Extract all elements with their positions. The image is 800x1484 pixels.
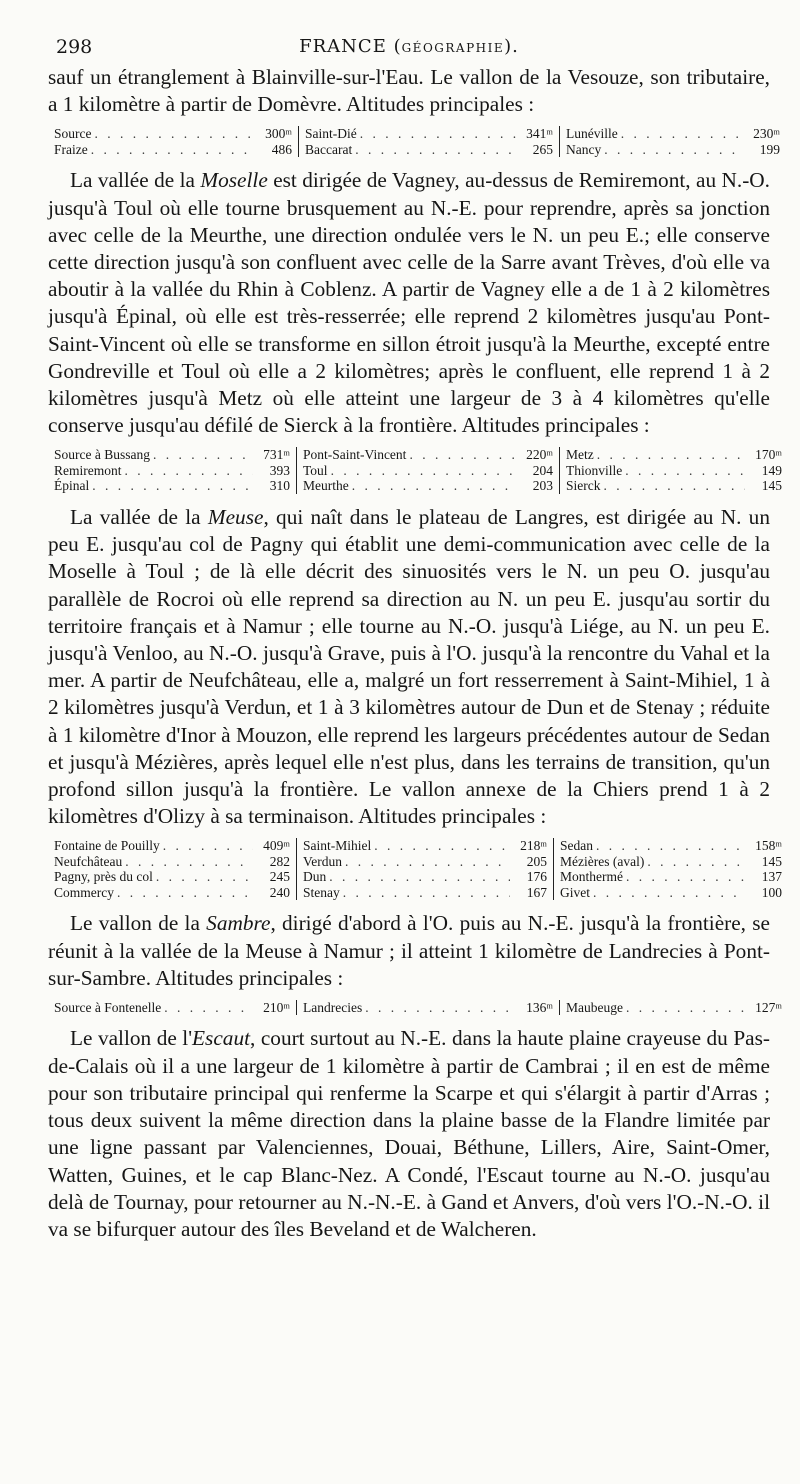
leader-dots [345,854,510,870]
altitude-value: 145 [761,478,782,494]
altitude-row [54,838,290,854]
altitude-row [54,1000,290,1016]
altitude-row [54,885,290,901]
place-name: Fontaine de Pouilly [54,838,160,854]
altitude-row [560,885,782,901]
leader-dots [604,142,743,158]
leader-dots [593,885,745,901]
altitude-value: 199 [759,141,780,157]
altitude-column [48,447,296,494]
altitude-column [296,838,553,900]
escaut-paragraph: Le vallon de l'Escaut, court surtout au N.-E. dans la haute plaine crayeuse du Pas-de-Calais où il a une largeur de 1 kilomètre à partir de Cambrai ; il en est de même pour son tributaire principal qui renferme la Scarpe et qui s'élargit à partir d'Arras ; tous deux suivent la même direction dans la plaine basse de la Flandre limitée par une ligne passant par Valenciennes, Douai, Béthune, Lillers, Aire, Saint-Omer, Watten, Guines, et le cap Blanc-Nez. A Condé, l'Escaut tourne au N.-O. jusqu'au delà de Tournay, pour retourner au N.-N.-E. à Gand et Anvers, d'où vers l'O.-N.-O. il va se bifurquer autour des îles Beveland et de Walcheren. [48,1026,770,1241]
altitude-column [48,1000,296,1016]
leader-dots [91,142,255,158]
place-name: Thionville [566,462,623,478]
altitude-row [303,885,547,901]
place-name: Metz [566,447,594,463]
place-name: Pagny, près du col [54,869,153,885]
leader-dots [163,838,253,854]
altitude-value: 127ᵐ [755,999,782,1015]
place-name: Sedan [560,838,593,854]
altitude-value: 158ᵐ [755,838,782,854]
leader-dots [153,447,253,463]
place-name: Monthermé [560,869,623,885]
place-name: Landrecies [303,999,363,1015]
place-name: Source à Bussang [54,447,150,463]
altitude-value: 731ᵐ [263,447,290,463]
place-name: Stenay [303,884,340,900]
leader-dots [626,869,745,885]
leader-dots [596,838,745,854]
river-name: Sambre [206,911,271,936]
altitude-value: 341ᵐ [526,126,553,142]
place-name: Saint-Mihiel [303,838,372,854]
altitude-row [54,854,290,870]
altitude-row [303,869,547,885]
altitude-row [566,142,780,158]
place-name: Baccarat [305,141,353,157]
altitude-row [303,463,553,479]
place-name: Dun [303,869,327,885]
place-name: Meurthe [303,478,349,494]
altitude-value: 393 [269,462,290,478]
running-title: FRANCE (GÉOGRAPHIE). [299,36,519,57]
altitude-row [54,463,290,479]
altitude-column [553,838,788,900]
altitude-value: 203 [532,478,553,494]
sambre-paragraph: Le vallon de la Sambre, dirigé d'abord à l'O. puis au N.-E. jusqu'à la frontière, se réunit à la vallée de la Meuse à Namur ; il atteint 1 kilomètre de Landrecies à Pont-sur-Sambre. Altitudes principales : [48,911,770,990]
altitude-row [54,126,292,142]
altitude-value: 220ᵐ [526,447,553,463]
leader-dots [625,463,745,479]
leader-dots [331,463,516,479]
place-name: Toul [303,462,328,478]
altitudes-table-meuse [48,838,782,900]
altitude-row [54,142,292,158]
altitude-value: 300ᵐ [265,126,292,142]
leader-dots [125,854,253,870]
altitude-row [54,869,290,885]
place-name: Pont-Saint-Vincent [303,447,407,463]
leader-dots [95,126,256,142]
leader-dots [352,478,516,494]
river-name: Escaut [192,1026,251,1051]
altitude-row [303,838,547,854]
leader-dots [621,126,743,142]
altitudes-table-sambre [48,999,782,1016]
place-name: Sierck [566,478,601,494]
altitude-row [566,478,782,494]
altitude-value: 409ᵐ [263,838,290,854]
altitude-row [303,1000,553,1016]
altitude-value: 136ᵐ [526,999,553,1015]
altitude-row [303,447,553,463]
altitude-value: 137 [761,869,782,885]
leader-dots [360,126,516,142]
altitude-row [560,854,782,870]
leader-dots [647,854,745,870]
place-name: Remiremont [54,462,122,478]
altitude-row [560,838,782,854]
leader-dots [117,885,253,901]
place-name: Mézières (aval) [560,853,645,869]
altitude-row [566,1000,782,1016]
page-number: 298 [56,36,93,58]
place-name: Source à Fontenelle [54,999,162,1015]
altitude-value: 282 [269,853,290,869]
moselle-paragraph: La vallée de la Moselle est dirigée de Vagney, au-dessus de Remiremont, au N.-O. jusqu'à Toul où elle tourne brusquement au N.-E. pour reprendre, après sa jonction avec celle de la Meurthe, une direction ondulée vers le N. un peu E.; elle conserve cette direction jusqu'à son confluent avec celle de la Sarre avant Trèves, d'où elle va aboutir à la vallée du Rhin à Coblenz. A partir de Vagney elle a de 1 à 2 kilomètres jusqu'à Épinal, où elle est très-resserrée; elle reprend 2 kilomètres jusqu'au Pont-Saint-Vincent où elle se transforme en sillon étroit jusqu'à la Meurthe, excepté entre Gondreville et Toul où elle a 2 kilomètres; après le confluent, elle reprend 1 à 2 kilomètres jusqu'à Metz où elle atteint une largeur de 3 à 4 kilomètres qu'elle conserve jusqu'au défilé de Sierck à la frontière. Altitudes principales : [48,168,770,438]
place-name: Neufchâteau [54,853,123,869]
leader-dots [355,142,516,158]
leader-dots [597,447,745,463]
altitude-value: 176 [526,869,547,885]
altitude-row [566,126,780,142]
altitude-value: 245 [269,869,290,885]
altitude-column [48,126,298,157]
altitude-row [560,869,782,885]
altitude-value: 310 [269,478,290,494]
place-name: Saint-Dié [305,126,357,142]
altitudes-table-vesouze [48,126,780,157]
altitude-value: 170ᵐ [755,447,782,463]
altitude-column [559,447,788,494]
altitude-value: 167 [526,884,547,900]
place-name: Commercy [54,884,114,900]
leader-dots [125,463,254,479]
altitude-row [54,478,290,494]
altitude-row [566,463,782,479]
meuse-paragraph: La vallée de la Meuse, qui naît dans le plateau de Langres, est dirigée au N. un peu E. jusqu'au col de Pagny qui établit une demi-communication avec celle de la Moselle à Toul ; de là elle décrit des sinuosités vers le N. un peu O. jusqu'au parallèle de Rocroi où elle reprend sa direction au N. un peu E. jusqu'au sortir du territoire français et à Namur ; elle tourne au N.-O. jusqu'à Liége, au N. un peu E. jusqu'à Venloo, au N.-O. jusqu'à Grave, puis à l'O. jusqu'à la rencontre du Vahal et la mer. A partir de Neufchâteau, elle a, malgré un fort resserrement à Saint-Mihiel, 1 à 2 kilomètres jusqu'à Verdun, et 1 à 3 kilomètres autour de Dun et de Stenay ; réduite à 1 kilomètre d'Inor à Mouzon, elle reprend les largeurs précédentes autour de Sedan et jusqu'à Mézières, après lequel elle n'est plus, dans les terrains de transition, qu'un profond sillon jusqu'à la frontière. Le vallon annexe de la Chiers prend 1 à 2 kilomètres d'Olizy à sa terminaison. Altitudes principales : [48,504,770,829]
altitude-column [298,126,559,157]
place-name: Nancy [566,141,602,157]
leader-dots [626,1000,745,1016]
altitude-value: 149 [761,462,782,478]
river-name: Meuse [207,504,264,529]
altitude-row [303,478,553,494]
altitude-value: 240 [269,884,290,900]
leader-dots [374,838,510,854]
place-name: Épinal [54,478,90,494]
place-name: Maubeuge [566,999,623,1015]
altitude-value: 205 [526,853,547,869]
leader-dots [343,885,510,901]
place-name: Source [54,126,92,142]
altitude-column [48,838,296,900]
place-name: Verdun [303,853,342,869]
altitude-row [54,447,290,463]
document-page [48,30,782,1243]
altitude-column [559,126,786,157]
intro-paragraph: sauf un étranglement à Blainville-sur-l'Eau. Le vallon de la Vesouze, son tributaire, a 1 kilomètre à partir de Domèvre. Altitudes principales : [48,65,770,117]
altitude-row [566,447,782,463]
leader-dots [156,869,253,885]
altitude-column [296,447,559,494]
altitude-value: 486 [271,141,292,157]
altitude-value: 230ᵐ [753,126,780,142]
altitude-column [559,1000,788,1016]
altitude-value: 218ᵐ [520,838,547,854]
leader-dots [409,447,516,463]
altitude-column [296,1000,559,1016]
altitudes-table-moselle [48,447,782,494]
altitude-value: 210ᵐ [263,999,290,1015]
altitude-row [303,854,547,870]
altitude-row [305,126,553,142]
altitude-value: 145 [761,853,782,869]
leader-dots [92,478,253,494]
altitude-row [305,142,553,158]
place-name: Lunéville [566,126,618,142]
leader-dots [604,478,746,494]
altitude-value: 100 [761,884,782,900]
place-name: Givet [560,884,590,900]
place-name: Fraize [54,141,88,157]
leader-dots [164,1000,253,1016]
altitude-value: 265 [532,141,553,157]
altitude-value: 204 [532,462,553,478]
river-name: Moselle [200,168,268,193]
leader-dots [365,1000,516,1016]
page-header [48,30,770,64]
leader-dots [329,869,510,885]
